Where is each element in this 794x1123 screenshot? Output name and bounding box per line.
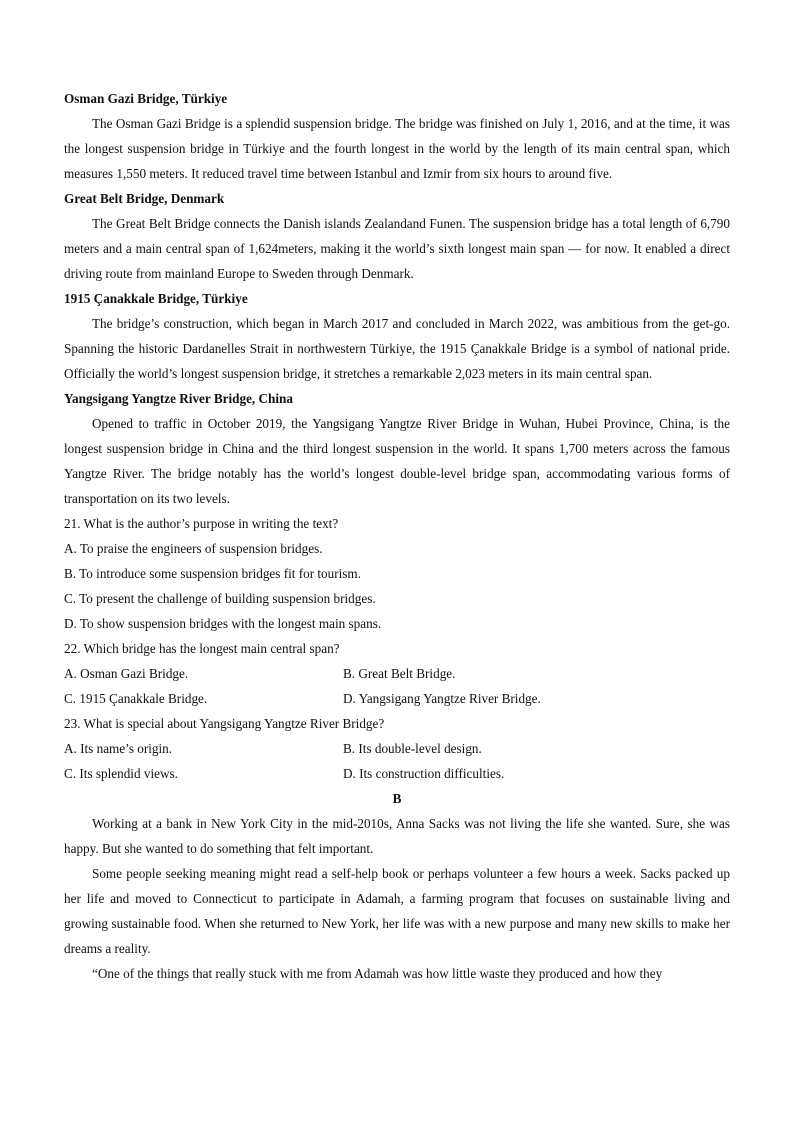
question-21-option-b: B. To introduce some suspension bridges fit for tourism. xyxy=(64,566,361,581)
question-23-option-b: B. Its double-level design. xyxy=(343,741,482,756)
bridge-title-yangsigang: Yangsigang Yangtze River Bridge, China xyxy=(64,391,293,406)
bridge-paragraph-canakkale: The bridge’s construction, which began in March 2017 and concluded in March 2022, was ambitious from the get-go. Spanning the historic Dardanelles Strait in northwestern Türkiye, the 1915 Çanakkale Bridge is a symbol of national pride. Officially the world’s longest suspension bridge, it stretches a remarkable 2,023 meters in its main central span. xyxy=(64,316,730,381)
question-21-option-d: D. To show suspension bridges with the longest main spans. xyxy=(64,616,382,631)
question-22-option-a: A. Osman Gazi Bridge. xyxy=(64,666,189,681)
bridge-paragraph-great-belt: The Great Belt Bridge connects the Danish islands Zealandand Funen. The suspension bridge has a total length of 6,790 meters and a main central span of 1,624meters, making it the world’s sixth longest main span — for now. It enabled a direct driving route from mainland Europe to Sweden through Denmark. xyxy=(64,216,730,281)
question-23-option-a: A. Its name’s origin. xyxy=(64,741,173,756)
bridge-title-great-belt: Great Belt Bridge, Denmark xyxy=(64,191,225,206)
question-22-option-d: D. Yangsigang Yangtze River Bridge. xyxy=(343,691,541,706)
bridge-title-canakkale: 1915 Çanakkale Bridge, Türkiye xyxy=(64,291,248,306)
section-b-heading: B xyxy=(392,791,402,806)
section-b-paragraph-1: Working at a bank in New York City in the mid-2010s, Anna Sacks was not living the life she wanted. Sure, she was happy. But she wanted to do something that felt important. xyxy=(64,816,730,856)
document-page xyxy=(64,86,730,986)
question-22-option-b: B. Great Belt Bridge. xyxy=(343,666,456,681)
question-23-stem: 23. What is special about Yangsigang Yangtze River Bridge? xyxy=(64,716,385,731)
question-22-option-c: C. 1915 Çanakkale Bridge. xyxy=(64,691,208,706)
question-23-option-c: C. Its splendid views. xyxy=(64,766,178,781)
question-22-options xyxy=(64,661,730,711)
question-22-stem: 22. Which bridge has the longest main central span? xyxy=(64,641,340,656)
section-b-paragraph-2: Some people seeking meaning might read a self-help book or perhaps volunteer a few hours a week. Sacks packed up her life and moved to Connecticut to participate in Adamah, a farming program that focuses on sustainable living and growing sustainable food. When she returned to New York, her life was with a new purpose and many new skills to make her dreams a reality. xyxy=(64,866,730,956)
bridge-title-osman-gazi: Osman Gazi Bridge, Türkiye xyxy=(64,91,228,106)
question-21-option-c: C. To present the challenge of building suspension bridges. xyxy=(64,591,376,606)
question-23-options xyxy=(64,736,730,786)
section-b-paragraph-3: “One of the things that really stuck with me from Adamah was how little waste they produced and how they xyxy=(92,966,663,981)
question-21-stem: 21. What is the author’s purpose in writing the text? xyxy=(64,516,339,531)
question-21-option-a: A. To praise the engineers of suspension bridges. xyxy=(64,541,323,556)
bridge-paragraph-osman-gazi: The Osman Gazi Bridge is a splendid suspension bridge. The bridge was finished on July 1, 2016, and at the time, it was the longest suspension bridge in Türkiye and the fourth longest in the world by the length of its main central span, which measures 1,550 meters. It reduced travel time between Istanbul and Izmir from six hours to around five. xyxy=(64,116,730,181)
question-23-option-d: D. Its construction difficulties. xyxy=(343,766,505,781)
bridge-paragraph-yangsigang: Opened to traffic in October 2019, the Yangsigang Yangtze River Bridge in Wuhan, Hubei Province, China, is the longest suspension bridge in China and the third longest suspension in the world. It spans 1,700 meters across the famous Yangtze River. The bridge notably has the world’s longest double-level bridge span, accommodating various forms of transportation on its two levels. xyxy=(64,416,730,506)
